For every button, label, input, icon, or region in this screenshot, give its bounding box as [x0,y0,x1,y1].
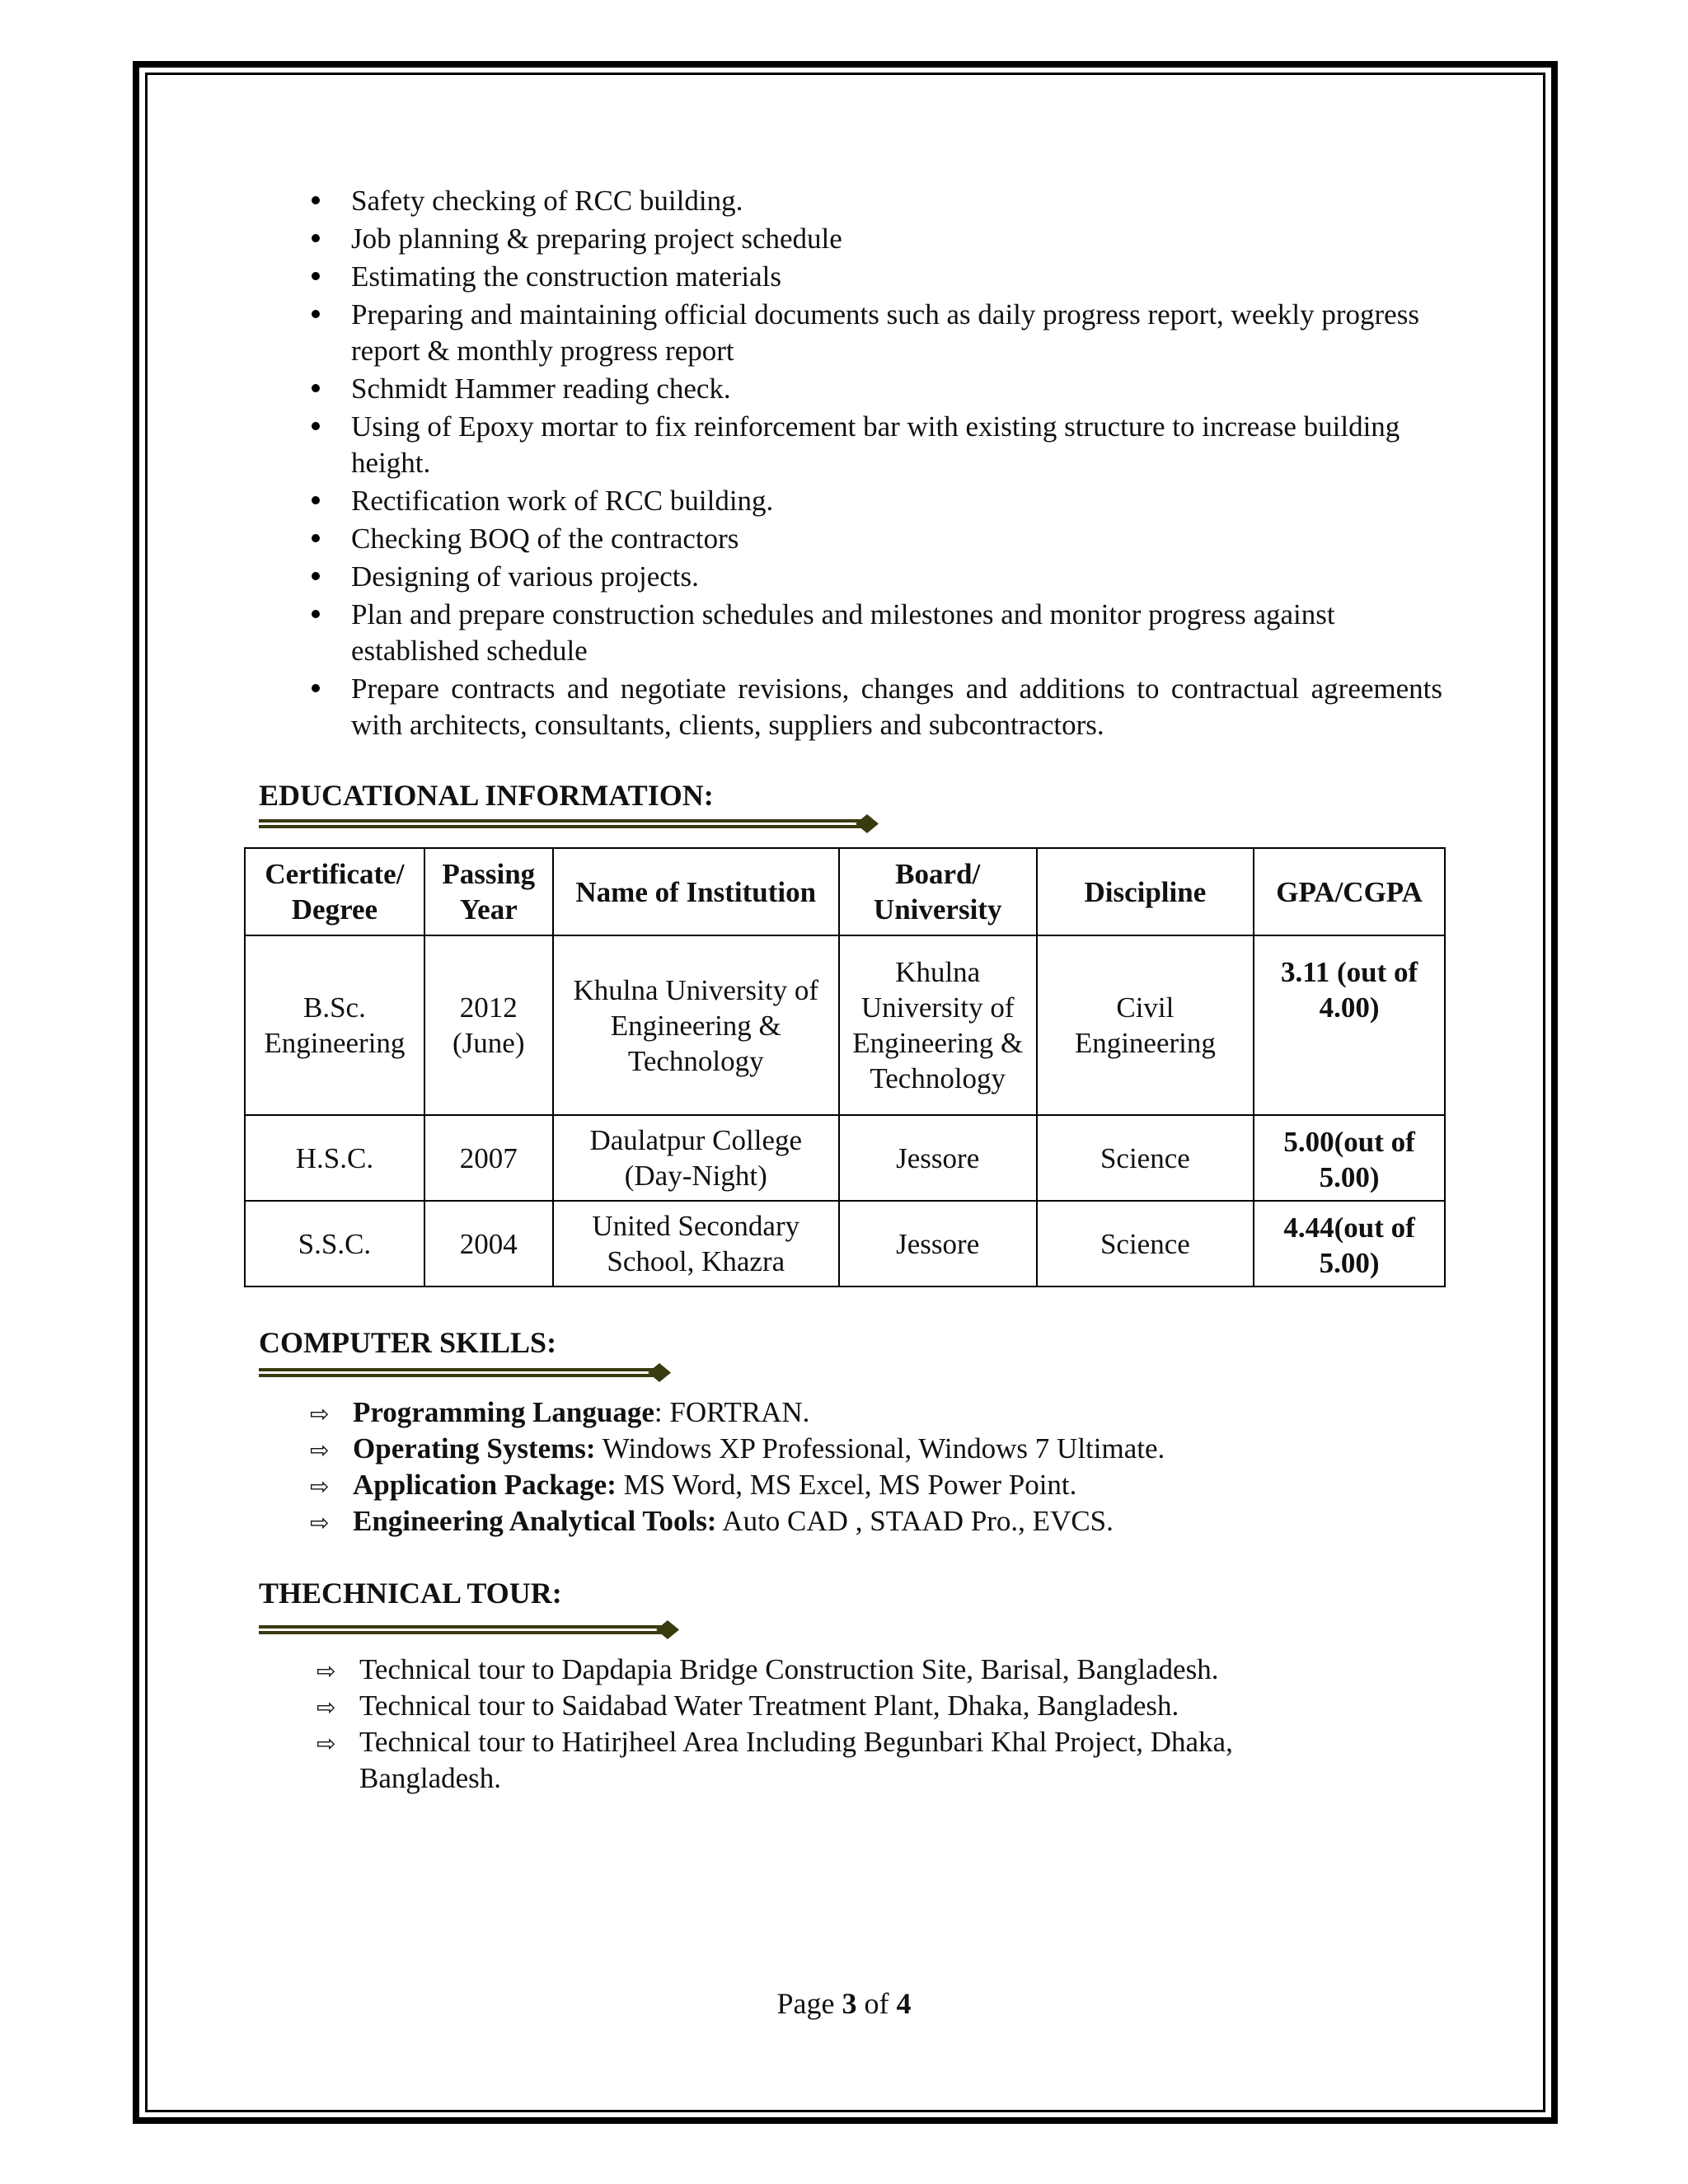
bullet-icon [312,422,320,430]
bullet-icon [312,534,320,542]
bullet-icon [312,684,320,692]
column-header: Board/ University [839,848,1037,935]
table-cell: 4.44(out of 5.00) [1254,1201,1445,1286]
computer-skills-heading: COMPUTER SKILLS: [259,1326,557,1359]
column-header: Certificate/ Degree [245,848,424,935]
list-item: ⇨ Engineering Analytical Tools: Auto CAD , STAAD Pro., EVCS. [307,1503,1444,1540]
bullet-icon [312,272,320,280]
bullet-icon [312,234,320,242]
list-item: Job planning & preparing project schedule [305,221,1442,257]
bullet-icon [312,496,320,504]
bullet-icon [312,384,320,392]
list-item: Checking BOQ of the contractors [305,521,1442,557]
table-cell: Khulna University of Engineering & Technology [839,935,1037,1115]
column-header: Discipline [1037,848,1254,935]
section-underline-arrow [259,1361,679,1385]
table-row [245,1201,1445,1286]
bullet-icon [312,572,320,580]
table-cell: 2004 [424,1201,553,1286]
list-item: Prepare contracts and negotiate revisions, changes and additions to contractual agreements with architects, consultants, clients, suppliers and subcontractors. [305,671,1442,743]
list-item: Using of Epoxy mortar to fix reinforcement bar with existing structure to increase building height. [305,409,1442,481]
responsibilities-list [305,183,1442,743]
technical-tour-list [313,1652,1319,1797]
list-item: Plan and prepare construction schedules and milestones and monitor progress against established schedule [305,597,1442,669]
technical-tour-heading: THECHNICAL TOUR: [259,1577,562,1610]
computer-skills-list [307,1394,1444,1540]
list-item: Estimating the construction materials [305,259,1442,295]
table-cell: H.S.C. [245,1115,424,1201]
table-cell: Science [1037,1201,1254,1286]
bullet-icon [312,610,320,618]
table-cell: Khulna University of Engineering & Technology [553,935,839,1115]
column-header: GPA/CGPA [1254,848,1445,935]
list-item: Schmidt Hammer reading check. [305,371,1442,407]
table-cell: Jessore [839,1201,1037,1286]
hollow-arrow-right-icon: ⇨ [310,1473,330,1500]
hollow-arrow-right-icon: ⇨ [310,1400,330,1427]
list-item: Designing of various projects. [305,559,1442,595]
education-table [244,847,1446,1287]
table-cell: Science [1037,1115,1254,1201]
table-cell: 3.11 (out of 4.00) [1254,935,1445,1115]
list-item: ⇨ Technical tour to Hatirjheel Area Including Begunbari Khal Project, Dhaka, Bangladesh. [316,1726,1233,1794]
list-item: ⇨ Programming Language: FORTRAN. [307,1394,1444,1431]
list-item: Preparing and maintaining official documents such as daily progress report, weekly progress report & monthly progress report [305,297,1442,369]
section-underline-arrow [259,813,885,836]
hollow-arrow-right-icon: ⇨ [310,1436,330,1464]
hollow-arrow-right-icon: ⇨ [316,1730,336,1757]
table-cell: United Secondary School, Khazra [553,1201,839,1286]
table-cell: S.S.C. [245,1201,424,1286]
list-item: ⇨ Technical tour to Saidabad Water Treatment Plant, Dhaka, Bangladesh. [313,1688,1319,1724]
list-item: ⇨ Application Package: MS Word, MS Excel, MS Power Point. [307,1467,1444,1503]
table-row [245,935,1445,1115]
page-number: Page 3 of 4 [776,1987,912,2020]
table-cell: Jessore [839,1115,1037,1201]
table-cell: Civil Engineering [1037,935,1254,1115]
hollow-arrow-right-icon: ⇨ [310,1509,330,1536]
section-underline-arrow [259,1619,687,1642]
table-cell: B.Sc. Engineering [245,935,424,1115]
table-header-row [245,848,1445,935]
list-item: ⇨ Operating Systems: Windows XP Professional, Windows 7 Ultimate. [307,1431,1444,1467]
table-row [245,1115,1445,1201]
table-cell: 2007 [424,1115,553,1201]
column-header: Passing Year [424,848,553,935]
list-item: ⇨ Technical tour to Dapdapia Bridge Construction Site, Barisal, Bangladesh. [313,1652,1319,1688]
bullet-icon [312,196,320,204]
column-header: Name of Institution [553,848,839,935]
bullet-icon [312,310,320,318]
table-cell: 2012 (June) [424,935,553,1115]
table-cell: Daulatpur College (Day-Night) [553,1115,839,1201]
education-heading: EDUCATIONAL INFORMATION: [259,779,714,812]
list-item: Rectification work of RCC building. [305,483,1442,519]
list-item: Safety checking of RCC building. [305,183,1442,219]
hollow-arrow-right-icon: ⇨ [316,1694,336,1721]
table-cell: 5.00(out of 5.00) [1254,1115,1445,1201]
hollow-arrow-right-icon: ⇨ [316,1657,336,1685]
